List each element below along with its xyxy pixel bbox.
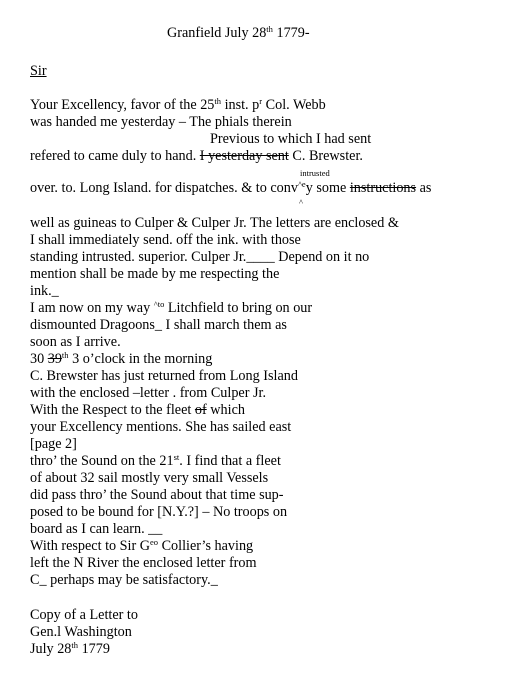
letter-heading	[167, 26, 310, 40]
page-marker: [page 2]	[30, 436, 77, 452]
line-12-sup: ^to	[153, 299, 165, 309]
line-6-struck-text: instructions	[349, 180, 417, 196]
line-9: standing intrusted. superior. Culper Jr.____ Depend on it no	[30, 249, 370, 265]
line-1-sup-2: r	[259, 96, 263, 106]
line-18	[30, 403, 245, 417]
line-18-text-b: which	[206, 402, 245, 418]
line-5-interlineation: intrusted	[300, 168, 330, 178]
salutation: Sir	[30, 63, 47, 79]
line-6	[30, 181, 431, 195]
line-11: ink._	[30, 283, 59, 299]
heading-year: 1779-	[272, 25, 310, 41]
line-1-text-a: Your Excellency, favor of the 25	[30, 97, 215, 113]
line-18-text-a: With the Respect to the fleet	[30, 402, 195, 418]
line-7: well as guineas to Culper & Culper Jr. The letters are enclosed &	[30, 215, 399, 231]
line-12-text-a: I am now on my way	[30, 300, 154, 316]
line-15-text-b: 3 o’clock in the morning	[68, 351, 213, 367]
line-19: your Excellency mentions. She has sailed east	[30, 419, 292, 435]
line-12	[30, 301, 312, 315]
line-17: with the enclosed –letter . from Culper Jr.	[30, 385, 267, 401]
line-27: left the N River the enclosed letter from	[30, 555, 257, 571]
line-8: I shall immediately send. off the ink. with those	[30, 232, 301, 248]
line-26-sup: eo	[150, 537, 159, 547]
line-22: of about 32 sail mostly very small Vessels	[30, 470, 269, 486]
line-6-caret-mark: ^	[299, 197, 303, 207]
line-6-text-a: over. to. Long Island. for dispatches. & to conv	[30, 180, 298, 196]
line-4	[30, 149, 363, 163]
line-4-text-a: refered to came duly to hand.	[30, 148, 200, 164]
line-26	[30, 539, 253, 553]
footer-line-3	[30, 642, 110, 656]
line-26-text-a: With respect to Sir G	[30, 538, 150, 554]
line-15-sup: th	[61, 350, 69, 360]
line-1-sup: th	[214, 96, 222, 106]
line-4-struck-text: I yesterday sent	[199, 148, 289, 164]
footer-date-text: July 28	[30, 641, 72, 657]
line-15-struck-text: 39	[47, 351, 62, 367]
line-6-caret: ^e	[297, 179, 306, 189]
line-6-text-c: as	[416, 180, 432, 196]
line-21-text-b: . I find that a fleet	[179, 453, 281, 469]
line-21	[30, 454, 281, 468]
line-1-text-b: inst. p	[221, 97, 260, 113]
line-15	[30, 352, 212, 366]
heading-place-date: Granfield July 28	[167, 25, 267, 41]
line-12-text-b: Litchfield to bring on our	[164, 300, 313, 316]
line-6-text-b: y some	[305, 180, 350, 196]
line-21-sup: st	[173, 452, 180, 462]
line-10: mention shall be made by me respecting the	[30, 266, 280, 282]
line-24: posed to be bound for [N.Y.?] – No troops on	[30, 504, 288, 520]
line-18-struck-text: of	[194, 402, 207, 418]
footer-year: 1779	[78, 641, 110, 657]
line-23: did pass thro’ the Sound about that time sup-	[30, 487, 284, 503]
heading-date-suffix: th	[266, 24, 273, 34]
footer-line-1: Copy of a Letter to	[30, 607, 138, 623]
footer-line-2: Gen.l Washington	[30, 624, 132, 640]
line-1-text-c: Col. Webb	[262, 97, 326, 113]
line-2: was handed me yesterday – The phials therein	[30, 114, 292, 130]
line-1	[30, 98, 326, 112]
line-13: dismounted Dragoons_ I shall march them as	[30, 317, 287, 333]
line-3-interlineation: Previous to which I had sent	[210, 131, 372, 147]
footer-date-sup: th	[71, 640, 79, 650]
line-15-text-a: 30	[30, 351, 48, 367]
line-21-text-a: thro’ the Sound on the 21	[30, 453, 174, 469]
line-28: C_ perhaps may be satisfactory._	[30, 572, 218, 588]
line-4-text-b: C. Brewster.	[288, 148, 363, 164]
line-26-text-b: Collier’s having	[158, 538, 254, 554]
line-25: board as I can learn. __	[30, 521, 163, 537]
line-16: C. Brewster has just returned from Long Island	[30, 368, 298, 384]
line-14: soon as I arrive.	[30, 334, 121, 350]
